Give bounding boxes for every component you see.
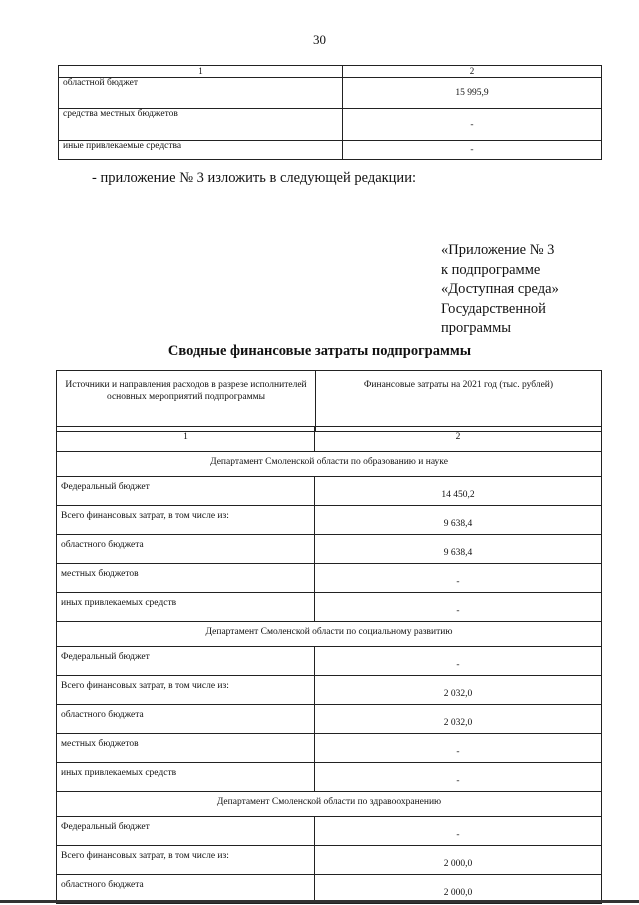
row-value: 9 638,4	[315, 506, 602, 535]
row-value: -	[315, 817, 602, 846]
table-header-row	[59, 66, 602, 78]
row-value: 9 638,4	[315, 535, 602, 564]
department-row	[57, 622, 602, 647]
expenses-table-header	[56, 370, 602, 432]
appendix-note-line: Государственной	[441, 300, 546, 317]
column-number-row	[57, 427, 602, 452]
expenses-table	[56, 426, 602, 904]
row-label: областного бюджета	[57, 535, 315, 564]
row-label: Всего финансовых затрат, в том числе из:	[57, 506, 315, 535]
row-label: Всего финансовых затрат, в том числе из:	[57, 676, 315, 705]
row-value: -	[315, 647, 602, 676]
section-title: Сводные финансовые затраты подпрограммы	[167, 343, 472, 359]
row-label: областного бюджета	[57, 705, 315, 734]
row-label: иные привлекаемые средства	[59, 141, 343, 160]
column-header-expenses: Финансовые затраты на 2021 год (тыс. рублей)	[316, 371, 602, 432]
page-number: 30	[313, 32, 326, 47]
row-label: Всего финансовых затрат, в том числе из:	[57, 846, 315, 875]
continued-budget-table	[58, 65, 602, 160]
table-row	[59, 141, 602, 160]
scan-edge-line	[0, 900, 639, 903]
row-label: местных бюджетов	[57, 564, 315, 593]
department-name: Департамент Смоленской области по образованию и науке	[57, 452, 602, 477]
table-row	[57, 763, 602, 792]
table-row	[57, 647, 602, 676]
row-value: -	[315, 734, 602, 763]
table-row	[57, 477, 602, 506]
table-row	[57, 676, 602, 705]
row-value: -	[315, 564, 602, 593]
row-label: местных бюджетов	[57, 734, 315, 763]
row-value: 14 450,2	[315, 477, 602, 506]
row-value: -	[315, 593, 602, 622]
row-label: иных привлекаемых средств	[57, 763, 315, 792]
row-label: Федеральный бюджет	[57, 477, 315, 506]
department-row	[57, 452, 602, 477]
appendix-note-line: программы	[441, 320, 511, 336]
table-row	[57, 734, 602, 763]
row-label: средства местных бюджетов	[59, 109, 343, 141]
table-row	[59, 109, 602, 141]
table-row	[57, 564, 602, 593]
department-name: Департамент Смоленской области по социальному развитию	[57, 622, 602, 647]
row-label: областной бюджет	[59, 78, 343, 109]
table-row	[57, 817, 602, 846]
table-row	[57, 846, 602, 875]
column-number-1: 1	[57, 427, 315, 452]
row-value: 2 000,0	[315, 875, 602, 904]
row-value: 2 000,0	[315, 846, 602, 875]
row-label: Федеральный бюджет	[57, 817, 315, 846]
appendix-note-line: «Приложение № 3	[441, 242, 555, 258]
department-row	[57, 792, 602, 817]
row-value: 2 032,0	[315, 705, 602, 734]
row-value: -	[343, 141, 602, 160]
table-row	[59, 78, 602, 109]
row-label: областного бюджета	[57, 875, 315, 904]
column-number-1: 1	[59, 66, 343, 78]
row-value: 15 995,9	[343, 78, 602, 109]
row-label: Федеральный бюджет	[57, 647, 315, 676]
row-value: 2 032,0	[315, 676, 602, 705]
table-row	[57, 593, 602, 622]
department-name: Департамент Смоленской области по здравоохранению	[57, 792, 602, 817]
row-value: -	[343, 109, 602, 141]
table-header-row	[57, 371, 602, 432]
appendix-note-line: «Доступная среда»	[441, 281, 559, 297]
column-number-2: 2	[315, 427, 602, 452]
column-header-sources: Источники и направления расходов в разрезе исполнителей основных мероприятий подпрограммы	[57, 371, 316, 432]
column-number-2: 2	[343, 66, 602, 78]
table-row	[57, 506, 602, 535]
appendix-note-line: к подпрограмме	[441, 261, 541, 278]
row-value: -	[315, 763, 602, 792]
appendix-note	[441, 241, 559, 339]
table-row	[57, 535, 602, 564]
table-row	[57, 705, 602, 734]
row-label: иных привлекаемых средств	[57, 593, 315, 622]
amendment-instruction: - приложение № 3 изложить в следующей редакции:	[92, 170, 416, 186]
